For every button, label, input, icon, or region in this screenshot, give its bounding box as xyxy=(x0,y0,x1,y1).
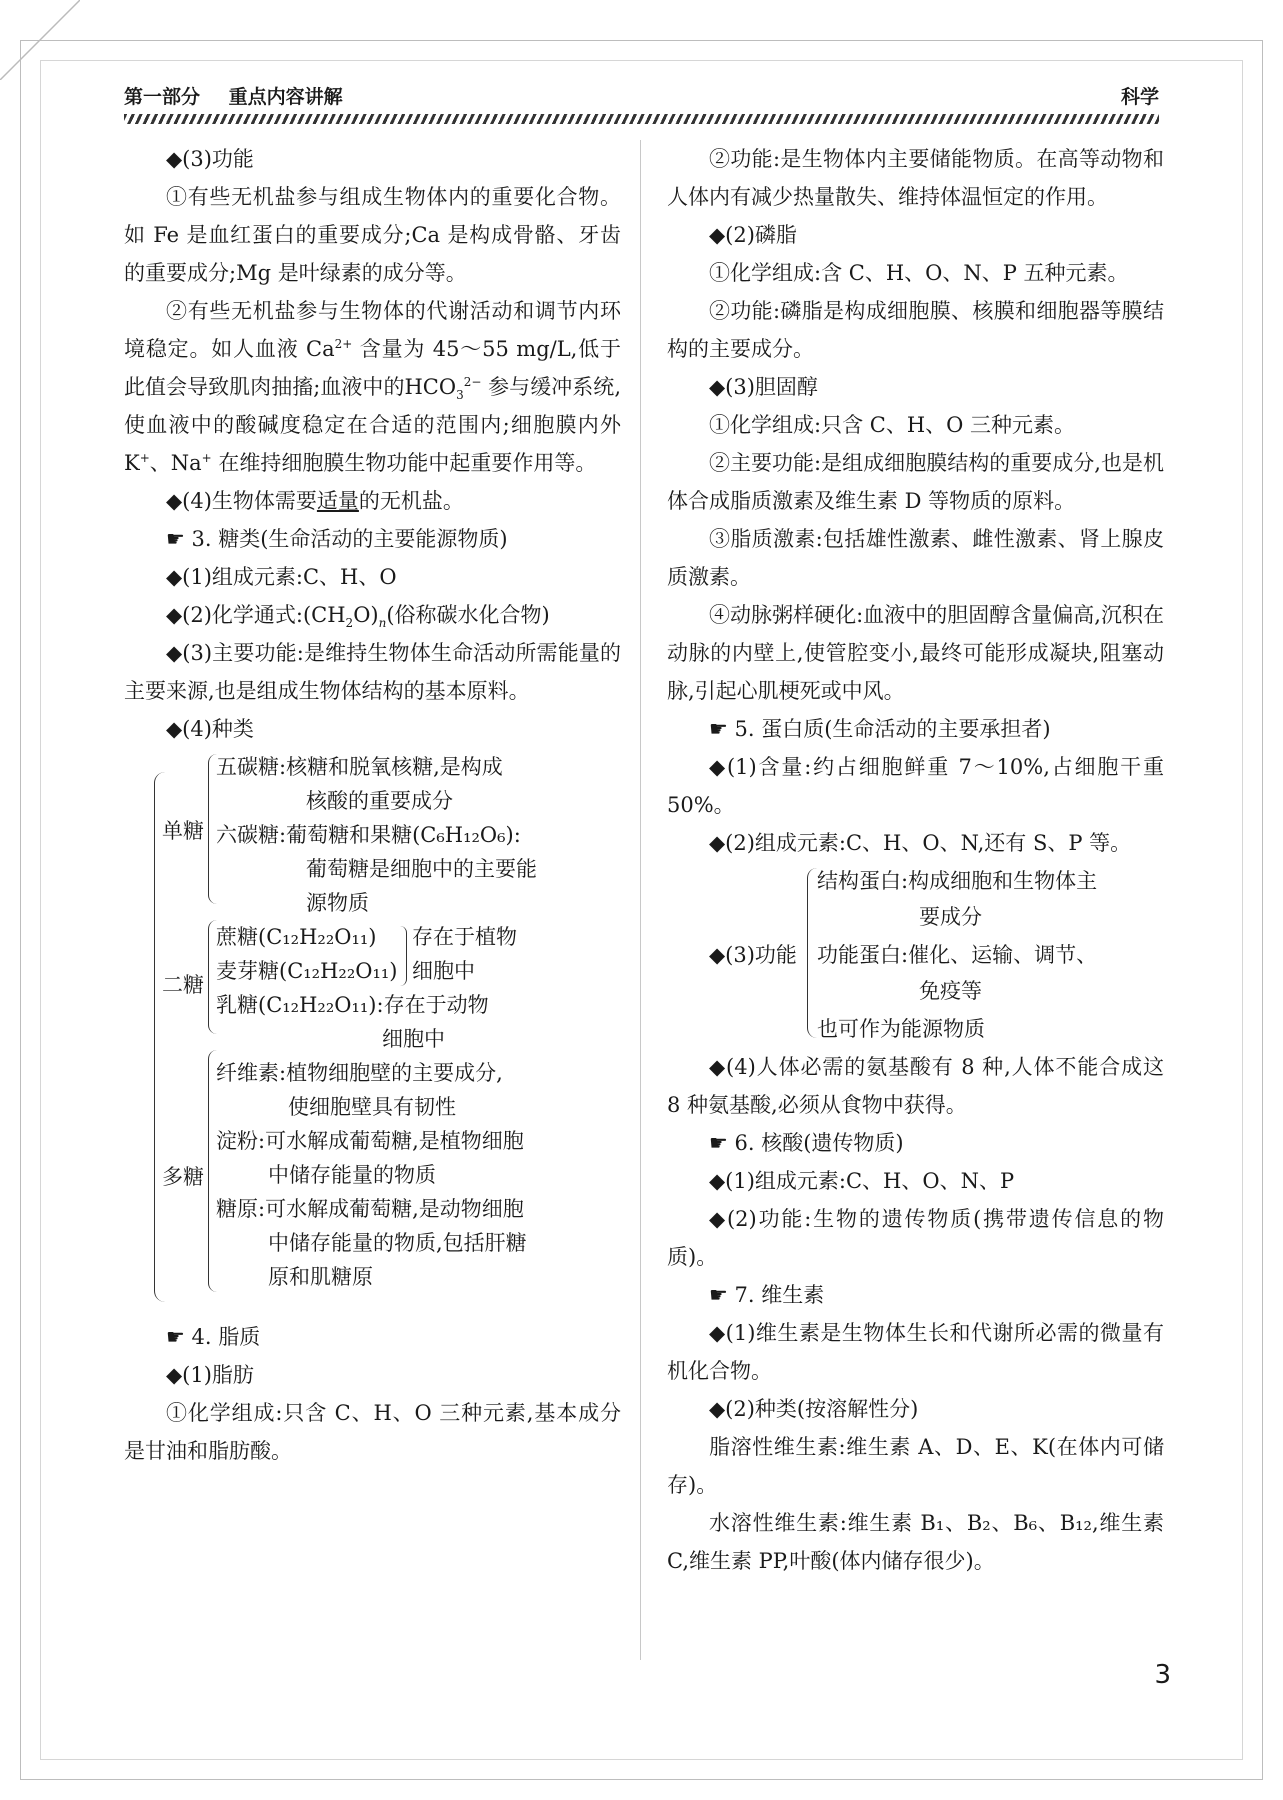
plant-line2: 细胞中 xyxy=(412,959,475,983)
structural-protein-line1: 结构蛋白:构成细胞和生物体主 xyxy=(817,869,1098,893)
lactose-line2: 细胞中 xyxy=(382,1027,445,1051)
hexose-line1: 六碳糖:葡萄糖和果糖(C₆H₁₂O₆): xyxy=(216,823,521,847)
para-nucleic-elements: ◆(1)组成元素:C、H、O、N、P xyxy=(709,1169,1015,1193)
item-salt-amount: ◆(4)生物体需要适量的无机盐。 xyxy=(166,489,464,513)
para-inorganic-compounds: ①有些无机盐参与组成生物体内的重要化合物。如 Fe 是血红蛋白的重要成分;Ca 是构成骨骼、牙齿的重要成分;Mg 是叶绿素的成分等。 xyxy=(124,185,621,285)
item-sugar-types: ◆(4)种类 xyxy=(166,717,254,741)
sugar-classification-tree xyxy=(124,748,621,1318)
right-column xyxy=(667,140,1164,1580)
maltose: 麦芽糖(C₁₂H₂₂O₁₁) xyxy=(216,959,398,983)
header-subject: 科学 xyxy=(1120,86,1159,108)
functional-protein-line1: 功能蛋白:催化、运输、调节、 xyxy=(817,943,1098,967)
structural-protein-line2: 要成分 xyxy=(919,905,982,929)
item-sugar-elements: ◆(1)组成元素:C、H、O xyxy=(166,565,397,589)
cellulose-line2: 使细胞壁具有韧性 xyxy=(288,1095,456,1119)
para-protein-elements: ◆(2)组成元素:C、H、O、N,还有 S、P 等。 xyxy=(709,831,1132,855)
glycogen-line3: 原和肌糖原 xyxy=(268,1265,373,1289)
label-polysaccharide: 多糖 xyxy=(162,1165,204,1189)
section-heading-sugars: ☛ 3. 糖类(生命活动的主要能源物质) xyxy=(166,527,508,551)
label-monosaccharide: 单糖 xyxy=(162,819,204,843)
hexose-line2: 葡萄糖是细胞中的主要能 xyxy=(306,857,537,881)
header-section: 重点内容讲解 xyxy=(228,86,343,108)
header-part: 第一部分 xyxy=(124,86,201,108)
pentose-line2: 核酸的重要成分 xyxy=(306,789,453,813)
section-heading-protein: ☛ 5. 蛋白质(生命活动的主要承担者) xyxy=(709,717,1051,741)
para-lipid-hormones: ③脂质激素:包括雄性激素、雌性激素、肾上腺皮质激素。 xyxy=(667,527,1164,589)
para-essential-amino-acids: ◆(4)人体必需的氨基酸有 8 种,人体不能合成这 8 种氨基酸,必须从食物中获得。 xyxy=(667,1055,1164,1117)
hexose-line3: 源物质 xyxy=(306,891,369,915)
glycogen-line1: 糖原:可水解成葡萄糖,是动物细胞 xyxy=(216,1197,524,1221)
para-atherosclerosis: ④动脉粥样硬化:血液中的胆固醇含量偏高,沉积在动脉的内壁上,使管腔变小,最终可能形成凝块,阻塞动脉,引起心肌梗死或中风。 xyxy=(667,603,1164,703)
para-fat-function: ②功能:是生物体内主要储能物质。在高等动物和人体内有减少热量散失、维持体温恒定的作用。 xyxy=(667,147,1164,209)
para-phospholipid-composition: ①化学组成:含 C、H、O、N、P 五种元素。 xyxy=(709,261,1129,285)
para-cholesterol-function: ②主要功能:是组成细胞膜结构的重要成分,也是机体合成脂质激素及维生素 D 等物质的原料。 xyxy=(667,451,1164,513)
item-phospholipid: ◆(2)磷脂 xyxy=(709,223,797,247)
protein-function-tree xyxy=(667,862,1164,1048)
sucrose: 蔗糖(C₁₂H₂₂O₁₁) xyxy=(216,925,377,949)
item-sugar-function: ◆(3)主要功能:是维持生物体生命活动所需能量的主要来源,也是组成生物体结构的基本原料。 xyxy=(124,641,621,703)
running-header xyxy=(124,82,1159,112)
starch-line2: 中储存能量的物质 xyxy=(268,1163,436,1187)
page-fold-corner xyxy=(0,0,80,80)
column-divider xyxy=(640,140,641,1660)
glycogen-line2: 中储存能量的物质,包括肝糖 xyxy=(268,1231,527,1255)
outer-brace xyxy=(154,772,165,1302)
pentose-line1: 五碳糖:核糖和脱氧核糖,是构成 xyxy=(216,755,503,779)
page-number: 3 xyxy=(1154,1660,1171,1690)
section-heading-nucleic-acid: ☛ 6. 核酸(遗传物质) xyxy=(709,1131,904,1155)
para-fat-composition: ①化学组成:只含 C、H、O 三种元素,基本成分是甘油和脂肪酸。 xyxy=(124,1401,621,1463)
para-nucleic-function: ◆(2)功能:生物的遗传物质(携带遗传信息的物质)。 xyxy=(667,1207,1164,1269)
para-phospholipid-function: ②功能:磷脂是构成细胞膜、核膜和细胞器等膜结构的主要成分。 xyxy=(667,299,1164,361)
section-heading-vitamins: ☛ 7. 维生素 xyxy=(709,1283,825,1307)
item-cholesterol: ◆(3)胆固醇 xyxy=(709,375,818,399)
para-water-soluble-vitamins: 水溶性维生素:维生素 B₁、B₂、B₆、B₁₂,维生素 C,维生素 PP,叶酸(体内储存很少)。 xyxy=(667,1511,1164,1573)
lactose-line1: 乳糖(C₁₂H₂₂O₁₁):存在于动物 xyxy=(216,993,489,1017)
item-function-heading: ◆(3)功能 xyxy=(166,147,254,171)
energy-source-line: 也可作为能源物质 xyxy=(817,1017,985,1041)
item-fat: ◆(1)脂肪 xyxy=(166,1363,254,1387)
starch-line1: 淀粉:可水解成葡萄糖,是植物细胞 xyxy=(216,1129,524,1153)
protein-function-label: ◆(3)功能 xyxy=(709,943,797,967)
para-vitamin-definition: ◆(1)维生素是生物体生长和代谢所必需的微量有机化合物。 xyxy=(667,1321,1164,1383)
para-protein-content: ◆(1)含量:约占细胞鲜重 7～10%,占细胞干重 50%。 xyxy=(667,755,1164,817)
label-disaccharide: 二糖 xyxy=(162,973,204,997)
header-hatch-rule xyxy=(124,114,1159,124)
plant-brace xyxy=(400,926,407,986)
section-heading-lipids: ☛ 4. 脂质 xyxy=(166,1325,261,1349)
plant-line1: 存在于植物 xyxy=(412,925,517,949)
left-column xyxy=(124,140,621,1470)
item-sugar-formula: ◆(2)化学通式$:(CH_2O)_n$(俗称碳水化合物) xyxy=(166,603,550,631)
cellulose-line1: 纤维素:植物细胞壁的主要成分, xyxy=(216,1061,503,1085)
para-inorganic-metabolism: ②有些无机盐参与生物体的代谢活动和调节内环境稳定。如人血液 $Ca^{2+}$ 含量为 45～55 mg/L,低于此值会导致肌肉抽搐;血液中的$HCO_3^{2-}$ 参与缓冲系统,使血液中的酸碱度稳定在合适的范围内;细胞膜内外 K+、Na+ 在维持细胞膜生物功能中起重要作用等。 xyxy=(124,299,621,475)
functional-protein-line2: 免疫等 xyxy=(919,979,982,1003)
para-fat-soluble-vitamins: 脂溶性维生素:维生素 A、D、E、K(在体内可储存)。 xyxy=(667,1435,1164,1497)
para-cholesterol-composition: ①化学组成:只含 C、H、O 三种元素。 xyxy=(709,413,1076,437)
para-vitamin-types: ◆(2)种类(按溶解性分) xyxy=(709,1397,919,1421)
protein-brace xyxy=(807,868,817,1038)
